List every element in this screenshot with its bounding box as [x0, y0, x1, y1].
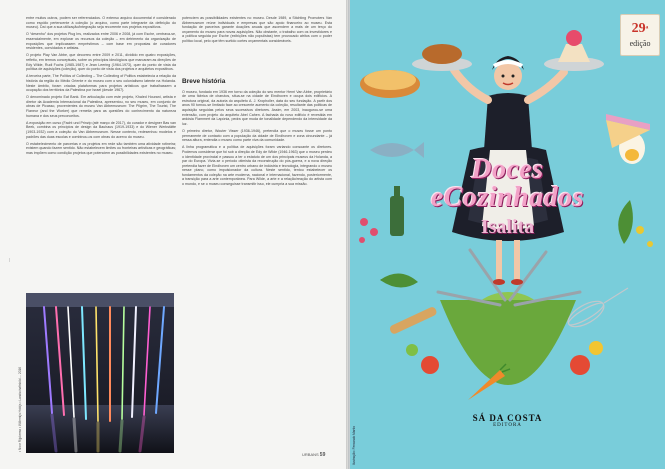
paragraph: O denominado projeto Eat Bank. Em articulação com este projeto, Khaled Hourani, artista e diretor da Academia Internacional da Palestina, apresentou, no seu museu, em conjunto de obras de Picasso, provenientes do museu Van Abbemuseum: The Pilgrim, The Tourist, The Flaneur (and the Worker) que remetia para as questões do conhecimento da natureza humana e dos seus preconceitos.	[26, 95, 176, 118]
paragraph: O “desenho” dos projetos Plug Ins, realizados entre 2006 e 2008, já com Esche, centrava-se, essencialmente, em explorar os recursos da coleção – em detrimento da organização de exposições que implicassem empréstimos – com base em propostas de curadores residentes, convidados e artistas.	[26, 32, 176, 51]
paragraph: O primeiro diretor, Wouter Visser (1936-1946), pretendia que o museu fosse um ponto permanente de contacto com a população da cidade de Eindhoven e zona circundante – já nessa altura, entendia o museu como parte viva da comunidade.	[182, 128, 332, 143]
paragraph: entre muitos outros, podem ser referenciados. O extenso arquivo documental é considerado como espólio pertencente à coleção (o arquivo, como parte integrante da definição do museu). Daí que a sua utilização/integração seja recorrente nos projetos expositivos.	[26, 16, 176, 30]
publisher-name: SÁ DA COSTA	[472, 413, 543, 423]
text-column-1	[26, 16, 176, 290]
edition-badge	[620, 14, 660, 56]
page-number	[302, 452, 325, 458]
publisher-logo	[350, 413, 665, 428]
page-number-value: 59	[319, 452, 326, 458]
photo-credit: • Noor Rijpkema • Willemijn Hobijs • Landschaftsbild ... 2016	[18, 366, 22, 452]
cover-credit: Ilustração: Fernando Martin	[352, 426, 356, 465]
section-heading: Breve história	[182, 78, 226, 85]
gallery-photo	[26, 293, 174, 453]
paragraph: O projeto Play Van Abbe, que decorreu entre 2009 e 2011, dividido em quatro exposições, refletiu, em termos conceptuais, sobre os princípios ideológicos que marcaram as direções de Edy Wilde, Rudi Fuchs (1985-1987) e Jean Leering (1964-1973), quer do ponto de vista da política de aquisições (coleção), quer do ponto de vista dos projetos e arquitetos expositivos.	[26, 53, 176, 72]
publisher-subtitle: EDITORA	[493, 423, 522, 428]
paragraph: O museu, fundado em 1936 em torno da coleção do seu mentor Henri Van Abbe, proprietário de uma fábrica de charutos, situa-se na cidade de Eindhoven e ocupa dois edifícios. A estrutura original, da autoria do arquiteto A. J. Kropholler, data do seu fundação. A partir dos anos 90 tornou-se limitado face ao crescente aumento da coleção, resultante das políticas de aquisição seguidas pelos seus sucessivos diretores. Assim, em 2003, inaugurou-se uma extensão, com projeto do arquiteto Abel Cahen. A fachada do novo edifício é revestida em ardósia Flammert da Lapónia, pedra que muda de tonalidade dependendo da intensidade da luz.	[182, 89, 332, 126]
paragraph: potenciem as possibilidades existentes no museu. Desde 1989, a Stichting Promoters Van Abbemuseum reúne individuais e empresas que são apoio financeiro ao museu. Esta fundação de parceiros garante doações anuais que ascendem a mais de um terço do orçamento do museu para novas aquisições. Não obstante, o trabalho com os investidores e a política seguida por Esche (exibições não populistas) tem provocado atritos com o poder político local, pelo que têm surtido cortes orçamentais consideráveis.	[182, 16, 332, 43]
paragraph: O estabelecimento de parcerias e os projetos em rede são também uma atividade rotineira; existem quando fazem sentido. Não estabelecem limites ou fronteiras artísticas e geográficas; mas impõem como condição projetos que potenciem as possibilidades existentes no museu.	[26, 141, 176, 155]
text-column-2	[182, 16, 332, 450]
edition-suffix: ª	[645, 24, 649, 34]
paragraph: A linha programática e a política de aquisições foram variando consoante os diretores. Podemos considerar que foi sob a direção de Edy de Wilde (1946-1963) que o museu perdeu o identidade provincial e passou a ter o estatuto de um dos principais museus da Holanda, a par do Europa. Vivia-se o período otimista da reconstrução do pós-guerra, e a nova direção pretendia fazer de Eindhoven um centro urbano de indústria e tecnologia, integrando o museu nesse plano, como impulsionador da cultura. Neste sentido, tentou estabelecer os fundamentos da coleção na arte moderna, nacional e internacional, fazendo, posteriormente, a transição para a arte contemporânea. Para Wilde, a arte e a relação/reação do artista com o mundo, e se o museu conseguisse transmitir isso, ele cumpria a sua missão.	[182, 145, 332, 187]
edition-number	[621, 19, 659, 39]
edition-label: edição	[629, 39, 651, 48]
page-number-prefix: URBANS	[302, 452, 319, 457]
paragraph: A exposição em curso (Facht und Prinzip (até março de 2017), do curador e designer Bas van Beek, combina os princípios de design da Bauhaus (1919-1933) e do Wiener Werkstätte (1903-1932) com a coleção do Van Abbemuseum. Nesse contexto, redesenhou modelos e padrões das duas escolas e combinou-os com obras do acervo do museu.	[26, 120, 176, 139]
paragraph: A terceira parte, The Politics of Collecting – The Collecting of Politics estabelecia a relação da história da região do Médio Oriente e do museu com o seu colonialismo latente na Holanda. Neste âmbito, foram criadas plataformas para projetos artísticos que trabalhassem a ocupação dos territórios da Palestina por Israel (desde 1967).	[26, 74, 176, 93]
cover-title-line1: Doces	[471, 154, 544, 185]
neon-installation-image	[26, 293, 174, 453]
cover-title-line2: eCozinhados	[430, 182, 585, 213]
book-cover	[350, 0, 665, 469]
edition-number-value: 29	[631, 21, 646, 36]
folio: —	[6, 258, 11, 262]
cover-author: Isalita	[480, 216, 535, 238]
